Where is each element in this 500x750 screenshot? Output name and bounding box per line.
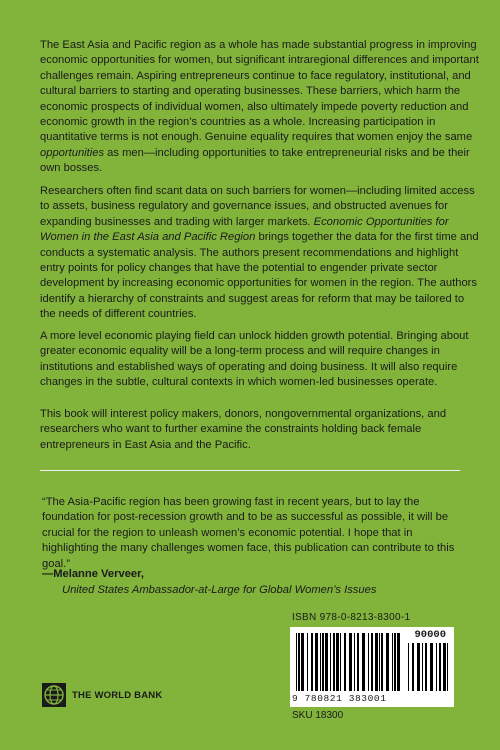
barcode-bar (315, 633, 318, 691)
barcode-addon-number: 90000 (414, 629, 446, 641)
description-paragraph-3 (40, 329, 480, 391)
barcode-bar (357, 633, 359, 691)
barcode-bar (386, 633, 389, 691)
barcode-bar (325, 633, 328, 691)
world-bank-globe-icon (42, 683, 66, 707)
quote-author-title: United States Ambassador-at-Large for Global Women’s Issues (62, 584, 377, 596)
barcode-bar (344, 633, 346, 691)
barcode-bar (412, 643, 414, 691)
barcode-bar (379, 633, 380, 691)
barcode-bar (340, 633, 341, 691)
barcode-bar (394, 633, 396, 691)
barcode-digits: 9 780821 383001 (292, 693, 387, 704)
barcode-bar (320, 633, 321, 691)
barcode-bar (371, 633, 373, 691)
description-paragraph-1 (40, 38, 480, 177)
sku-text: SKU 18300 (292, 710, 344, 721)
barcode-bar (349, 633, 352, 691)
barcode-bar (311, 633, 313, 691)
italic-text-run: opportunities (40, 146, 105, 159)
text-run: as men—including opportunities to take entrepreneurial risks and be their own bosses. (40, 146, 470, 175)
italic-text-run: Economic Opportunities for Women in the East Asia and Pacific Region (40, 215, 449, 244)
barcode-bar (436, 643, 437, 691)
barcode-bar (333, 633, 335, 691)
text-run: The East Asia and Pacific region as a whole has made substantial progress in improving economic opportunities for women, but significant intraregional differences and important challenges remain. Aspiring entrepreneurs continue to face regulatory, institutional, and cultural barriers to starting and operating businesses. These barriers, which harm the economic prospects of individual women, also ultimately impede poverty reduction and economic growth in the region’s countries as a whole. Increasing participation in quantitative terms is not enough. Genuine equality requires that women enjoy the same (40, 39, 479, 144)
barcode-bar (375, 633, 378, 691)
barcode-bar (417, 643, 420, 691)
description-paragraph-2 (40, 184, 480, 323)
section-divider (40, 470, 460, 471)
barcode-bar (439, 643, 441, 691)
barcode-bar (425, 643, 427, 691)
barcode-bar (322, 633, 324, 691)
barcode-bar (296, 633, 297, 691)
barcode-bar (422, 643, 423, 691)
barcode (290, 627, 454, 707)
quote-author: —Melanne Verveer, (42, 568, 144, 580)
barcode-bar (301, 633, 304, 691)
barcode-bar (397, 633, 400, 691)
barcode-bar (354, 633, 355, 691)
endorsement-quote: “The Asia-Pacific region has been growing fast in recent years, but to lay the foundation for post-recession growth and to be as successful as possible, it will be crucial for the region to unleash women’s economic potential. I hope that in highlighting the many challenges women face, this publication can contribute to this goal.” (42, 496, 455, 570)
barcode-bar (381, 633, 383, 691)
barcode-bar (362, 633, 365, 691)
barcode-bar (447, 643, 448, 691)
text-run: This book will interest policy makers, donors, nongovernmental organizations, and researchers who want to further examine the constraints holding back female entrepreneurs in East Asia and the Pacific. (40, 408, 447, 451)
barcode-bar (368, 633, 369, 691)
barcode-bar (307, 633, 308, 691)
barcode-bar (430, 643, 433, 691)
barcode-bar (408, 643, 409, 691)
text-run: A more level economic playing field can unlock hidden growth potential. Bringing about greater economic equality will be a long-term process and will require changes in institutions and established ways of operating and doing business. It will also require changes in the subtle, cultural contexts in which women-led businesses operate. (40, 330, 469, 389)
barcode-bar (298, 633, 300, 691)
text-run: brings together the data for the first time and conducts a systematic analysis. The authors present recommendations and highlight entry points for policy changes that have the potential to engender private sector development by increasing economic opportunities for women in the region. The authors identify a hierarchy of constraints and suggest areas for reform that may be tailored to the needs of different countries. (40, 231, 479, 321)
barcode-bar (336, 633, 339, 691)
world-bank-logo (42, 683, 162, 707)
barcode-bar (392, 633, 393, 691)
description-paragraph-4 (40, 407, 480, 453)
text-run: Researchers often find scant data on such barriers for women—including limited access to assets, business regulatory and governance issues, and obstructed avenues for expanding businesses and trading with larger markets. (40, 185, 475, 228)
world-bank-logo-text: THE WORLD BANK (72, 689, 163, 701)
barcode-bar (330, 633, 331, 691)
isbn-text: ISBN 978-0-8213-8300-1 (292, 612, 411, 623)
barcode-bar (443, 643, 446, 691)
